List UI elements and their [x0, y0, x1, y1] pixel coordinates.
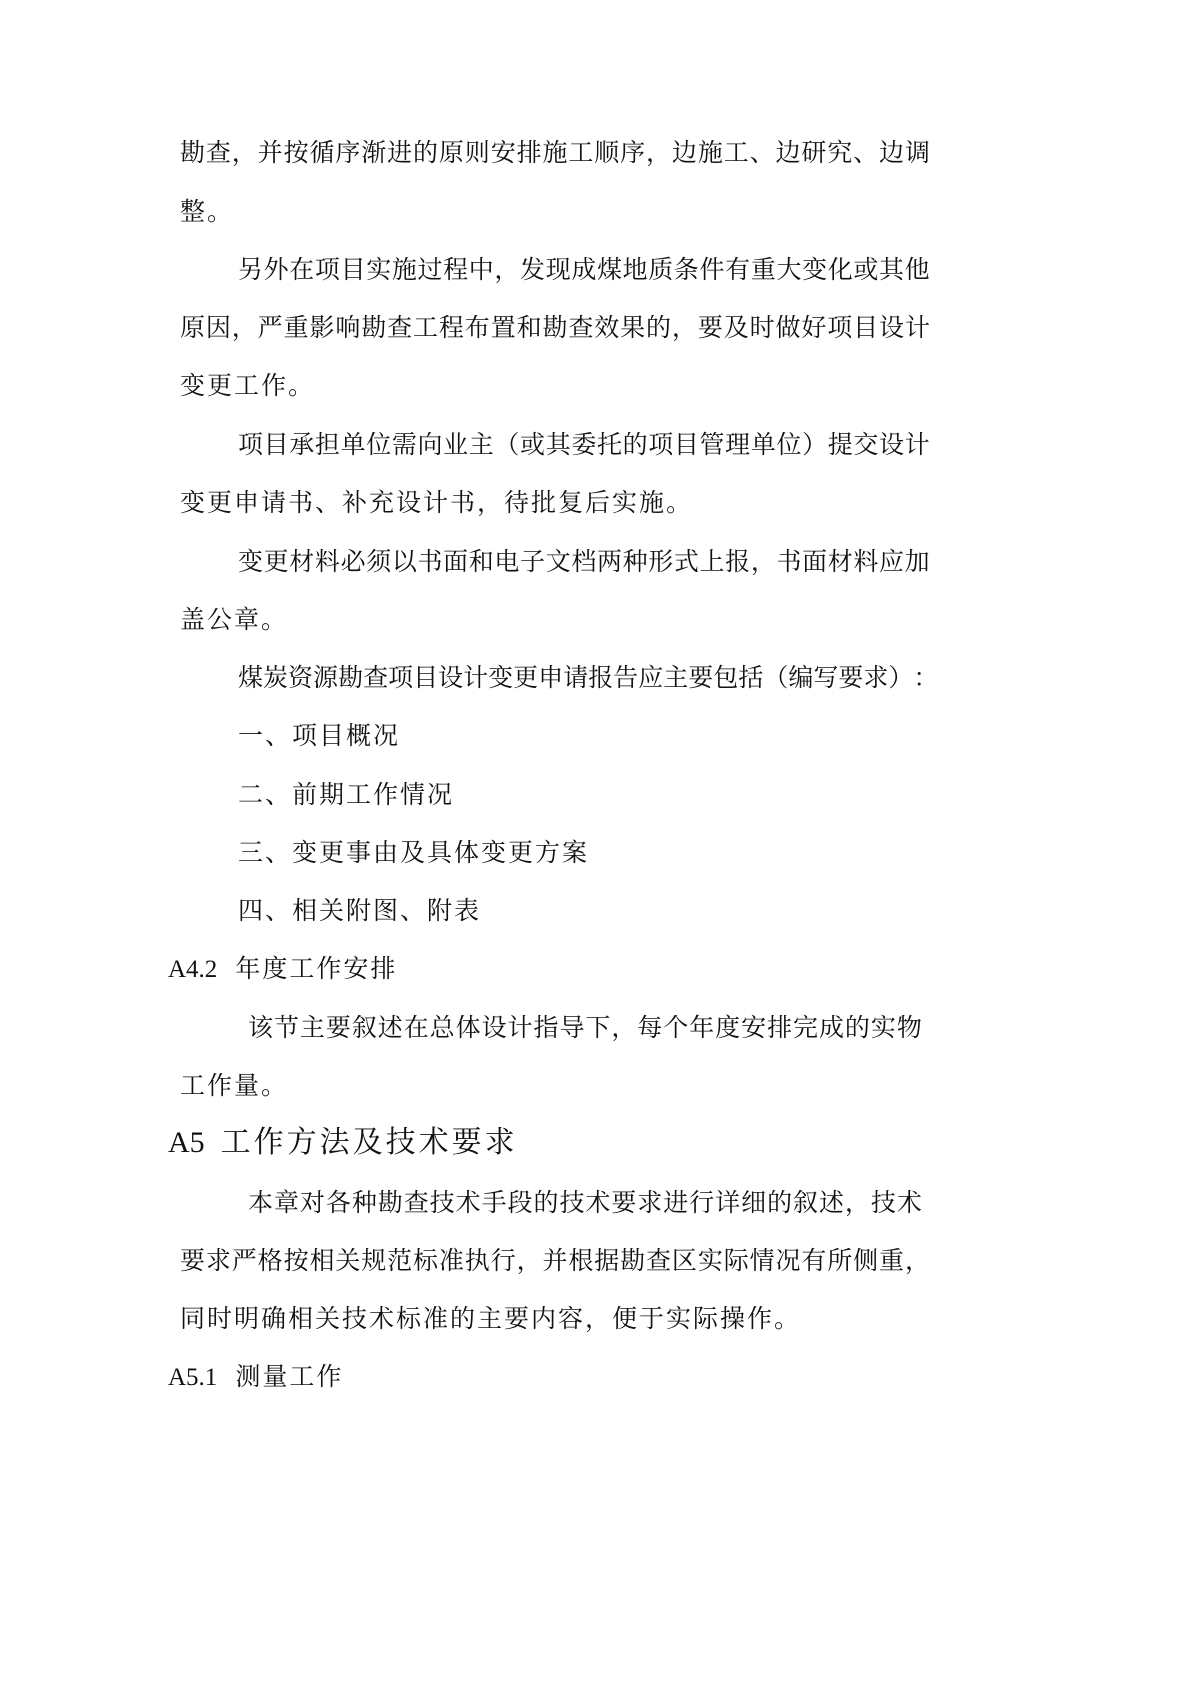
paragraph-5-line-1: 煤 炭 资 源 勘 查 项 目 设 计 变 更 申 请 报 告 应 主 要 包 括 （ 编 写 要 求 ） ：: [238, 663, 939, 692]
section-a4-2-line-2: 工作量。: [180, 1071, 289, 1100]
paragraph-1-line-2: 整。: [180, 197, 235, 226]
chapter-a5-line-3: 同时明确相关技术标准的主要内容，便于实际操作。: [180, 1304, 802, 1333]
paragraph-2-line-3: 变更工作。: [180, 371, 316, 400]
section-a4-2-heading: [168, 953, 397, 986]
section-a4-2-line-1: 该 节 主 要 叙 述 在 总 体 设 计 指 导 下 ， 每 个 年 度 安 排 完 成 的 实 物: [248, 1013, 922, 1042]
list-item-1: 一、项目概况: [238, 721, 401, 750]
list-item-2: 二、前期工作情况: [238, 780, 455, 809]
paragraph-2-line-2: 原 因 ， 严 重 影 响 勘 查 工 程 布 置 和 勘 查 效 果 的 ， 要 及 时 做 好 项 目 设 计: [180, 313, 930, 342]
chapter-a5-line-1: 本 章 对 各 种 勘 查 技 术 手 段 的 技 术 要 求 进 行 详 细 的 叙 述 ， 技 术: [248, 1188, 922, 1217]
paragraph-4-line-2: 盖公章。: [180, 605, 289, 634]
section-number: A4.2: [168, 956, 218, 983]
chapter-a5-heading: [168, 1124, 518, 1162]
section-a5-1-heading: [168, 1361, 343, 1394]
paragraph-3-line-2: 变更申请书、补充设计书，待批复后实施。: [180, 488, 694, 517]
list-item-4: 四、相关附图、附表: [238, 896, 482, 925]
chapter-title: 工作方法及技术要求: [220, 1125, 518, 1160]
paragraph-2-line-1: 另 外 在 项 目 实 施 过 程 中 ， 发 现 成 煤 地 质 条 件 有 重 大 变 化 或 其 他: [238, 255, 930, 284]
paragraph-4-line-1: 变 更 材 料 必 须 以 书 面 和 电 子 文 档 两 种 形 式 上 报 ， 书 面 材 料 应 加: [238, 547, 930, 576]
section-title: 测量工作: [235, 1362, 344, 1391]
chapter-number: A5: [168, 1126, 205, 1159]
paragraph-1-line-1: 勘 查 ， 并 按 循 序 渐 进 的 原 则 安 排 施 工 顺 序 ， 边 施 工 、 边 研 究 、 边 调: [180, 138, 930, 167]
paragraph-3-line-1: 项 目 承 担 单 位 需 向 业 主 （ 或 其 委 托 的 项 目 管 理 单 位 ） 提 交 设 计: [238, 430, 930, 459]
section-title: 年度工作安排: [235, 954, 398, 983]
chapter-a5-line-2: 要 求 严 格 按 相 关 规 范 标 准 执 行 ， 并 根 据 勘 查 区 实 际 情 况 有 所 侧 重 ，: [180, 1246, 930, 1275]
section-number: A5.1: [168, 1364, 218, 1391]
list-item-3: 三、变更事由及具体变更方案: [238, 838, 590, 867]
